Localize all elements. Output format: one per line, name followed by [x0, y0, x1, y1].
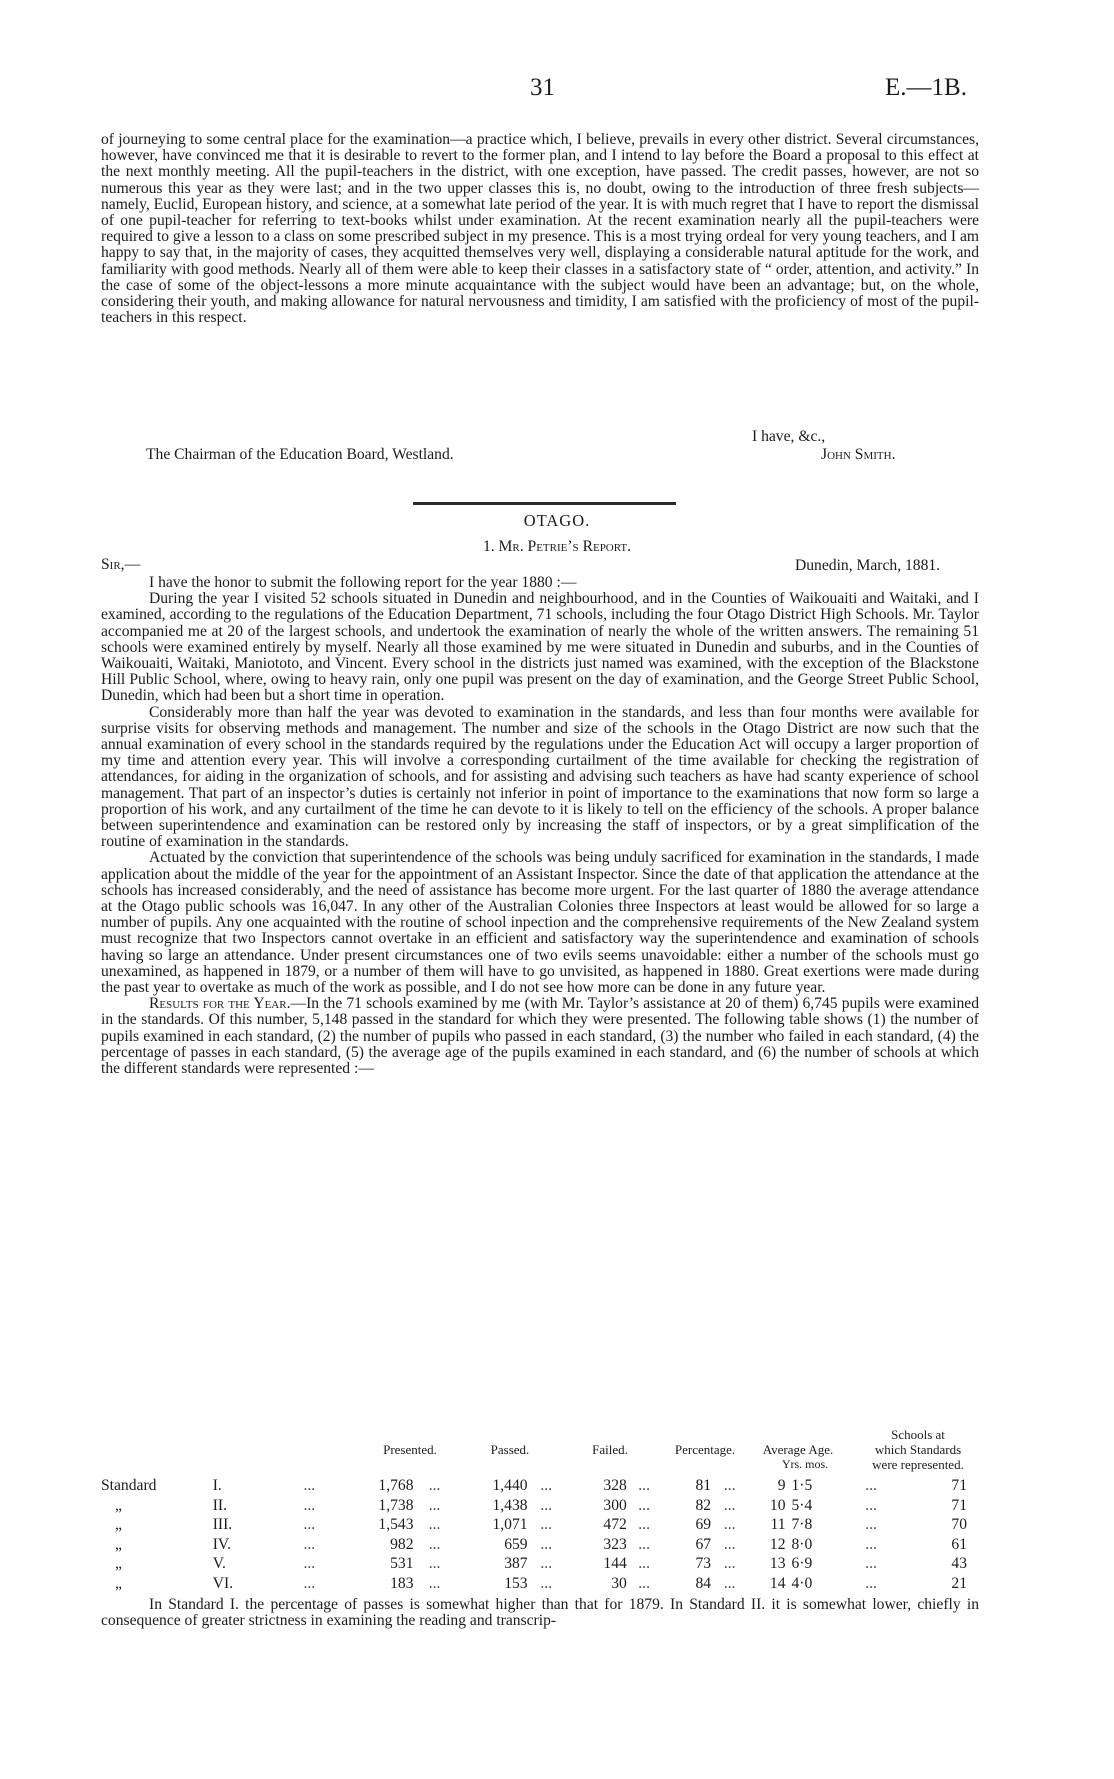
report-body	[101, 575, 979, 1077]
closing-addressee: The Chairman of the Education Board, Westland.	[146, 446, 454, 463]
cell-percentage: 69	[695, 1516, 712, 1533]
leader-dots: ...	[723, 1574, 736, 1592]
closing-signature: John Smith.	[821, 446, 896, 463]
table-row	[101, 1554, 979, 1574]
leader-dots: ...	[303, 1496, 316, 1514]
table-row	[101, 1574, 979, 1594]
report-paragraph: I have the honor to submit the following report for the year 1880 :—	[149, 574, 577, 591]
header-schools-2: which Standards	[874, 1442, 962, 1457]
greeting: Sir,—	[101, 556, 141, 573]
header-passed: Passed.	[490, 1442, 530, 1457]
cell-passed: 1,438	[492, 1496, 528, 1514]
page-number: 31	[530, 74, 555, 101]
cell-age-months: 5·4	[791, 1496, 813, 1514]
cell-presented: 183	[390, 1574, 414, 1592]
leader-dots: ...	[723, 1516, 736, 1533]
leader-dots: ...	[865, 1496, 877, 1514]
leader-dots: ...	[723, 1555, 736, 1572]
page-header	[0, 74, 1114, 104]
leader-dots: ...	[428, 1477, 441, 1494]
cell-failed: 472	[603, 1516, 627, 1533]
leader-dots: ...	[638, 1535, 650, 1553]
cell-age-years: 12	[769, 1535, 786, 1553]
row-label: „	[115, 1496, 122, 1514]
leader-dots: ...	[723, 1477, 736, 1494]
intro-paragraph-block	[101, 132, 979, 326]
cell-schools: 70	[951, 1516, 967, 1533]
header-presented: Presented.	[383, 1442, 437, 1457]
leader-dots: ...	[638, 1574, 650, 1592]
cell-schools: 71	[951, 1477, 967, 1494]
leader-dots: ...	[865, 1574, 877, 1592]
leader-dots: ...	[638, 1496, 650, 1514]
section-title: OTAGO.	[523, 511, 591, 530]
cell-schools: 71	[951, 1496, 967, 1514]
header-schools-3: were represented.	[872, 1457, 964, 1472]
leader-dots: ...	[540, 1555, 553, 1572]
leader-dots: ...	[303, 1477, 316, 1494]
cell-failed: 323	[603, 1535, 627, 1553]
row-numeral: I.	[212, 1477, 222, 1494]
header-schools-1: Schools at	[891, 1427, 945, 1442]
row-label: „	[115, 1535, 122, 1553]
row-label: „	[115, 1555, 122, 1572]
leader-dots: ...	[723, 1535, 736, 1553]
cell-age-months: 1·5	[791, 1477, 813, 1494]
table-row	[101, 1515, 979, 1535]
cell-presented: 1,738	[378, 1496, 414, 1514]
section-subtitle: 1. Mr. Petrie’s Report.	[482, 538, 632, 555]
cell-failed: 328	[603, 1477, 627, 1494]
leader-dots: ...	[638, 1555, 650, 1572]
cell-age-years: 13	[769, 1555, 786, 1572]
table-row	[101, 1496, 979, 1516]
leader-dots: ...	[428, 1574, 441, 1592]
leader-dots: ...	[428, 1535, 441, 1553]
row-numeral: III.	[212, 1516, 233, 1533]
cell-schools: 43	[951, 1555, 967, 1572]
leader-dots: ...	[428, 1516, 441, 1533]
cell-age-years: 10	[769, 1496, 786, 1514]
cell-presented: 531	[390, 1555, 414, 1572]
cell-passed: 1,440	[492, 1477, 528, 1494]
cell-percentage: 82	[695, 1496, 712, 1514]
header-percentage: Percentage.	[674, 1442, 736, 1457]
cell-schools: 21	[951, 1574, 967, 1592]
row-label: „	[115, 1574, 122, 1592]
intro-paragraph: of journeying to some central place for the examination—a practice which, I believe, prevails in every other district. Several circumstances, however, have convinced me that it is desirable to revert to the former plan, and I intend to lay before the Board a proposal to this effect at the next monthly meeting. All the pupil-teachers in the district, with one exception, have passed. The credit passes, however, are not so numerous this year as they were last; and in the two upper classes this is, no doubt, owing to the introduction of three fresh subjects—namely, Euclid, European history, and science, at a somewhat late period of the year. It is with much regret that I have to report the dismissal of one pupil-teacher for referring to text-books whilst under examination. At the recent examination nearly all the pupil-teachers were required to give a lesson to a class on some prescribed subject in my presence. This is a most trying ordeal for very young teachers, and I am happy to say that, in the majority of cases, they acquitted themselves very well, displaying a considerable natural aptitude for the work, and familiarity with good methods. Nearly all of them were able to keep their classes in a satisfactory state of “ order, attention, and activity.” In the case of some of the object-lessons a more minute acquaintance with the subject would have been an advantage; but, on the whole, considering their youth, and making allowance for natural nervousness and timidity, I am satisfied with the proficiency of most of the pupil-teachers in this respect.	[101, 131, 979, 327]
leader-dots: ...	[540, 1496, 553, 1514]
header-age-units: Yrs. mos.	[781, 1457, 829, 1471]
cell-percentage: 67	[695, 1535, 712, 1553]
cell-passed: 1,071	[492, 1516, 528, 1533]
cell-passed: 387	[504, 1555, 528, 1572]
row-label: „	[115, 1516, 122, 1533]
results-paragraph	[101, 996, 979, 1077]
leader-dots: ...	[540, 1477, 553, 1494]
section-divider	[413, 502, 676, 505]
cell-presented: 1,768	[378, 1477, 414, 1494]
leader-dots: ...	[303, 1516, 316, 1533]
cell-failed: 300	[603, 1496, 627, 1514]
cell-age-months: 6·9	[791, 1555, 813, 1572]
cell-schools: 61	[951, 1535, 967, 1553]
leader-dots: ...	[865, 1535, 877, 1553]
leader-dots: ...	[540, 1535, 553, 1553]
leader-dots: ...	[638, 1516, 650, 1533]
place-date: Dunedin, March, 1881.	[795, 557, 941, 574]
final-paragraph-block	[101, 1597, 979, 1629]
final-paragraph: In Standard I. the percentage of passes is somewhat higher than that for 1879. In Standard II. it is somewhat lower, chiefly in consequence of greater strictness in examining the reading and transcrip-	[101, 1596, 979, 1630]
leader-dots: ...	[428, 1496, 441, 1514]
report-paragraph: During the year I visited 52 schools situated in Dunedin and neighbourhood, and in the Counties of Waikouaiti and Waitaki, and I examined, according to the regulations of the Education Department, 71 schools, including the four Otago District High Schools. Mr. Taylor accompanied me at 20 of the largest schools, and undertook the examination of nearly the whole of the written answers. The remaining 51 schools were examined entirely by myself. Nearly all those examined by me were situated in Dunedin and suburbs, and in the Counties of Waikouaiti, Waitaki, Maniototo, and Vincent. Every school in the districts just named was examined, with the exception of the Blackstone Hill Public School, where, owing to heavy rain, only one pupil was present on the day of examination, and the George Street Public School, Dunedin, which had been but a short time in operation.	[101, 590, 979, 705]
leader-dots: ...	[303, 1555, 316, 1572]
leader-dots: ...	[428, 1555, 441, 1572]
results-text: —In the 71 schools examined by me (with Mr. Taylor’s assistance at 20 of them) 6,745 pupils were examined in the standards. Of this number, 5,148 passed in the standard for which they were presented. The following table shows (1) the number of pupils examined in each standard, (2) the number of pupils who passed in each standard, (3) the number who failed in each standard, (4) the percentage of passes in each standard, (5) the average age of the pupils examined in each standard, and (6) the number of schools at which the different standards were represented :—	[101, 995, 979, 1078]
leader-dots: ...	[303, 1574, 316, 1592]
cell-age-months: 8·0	[791, 1535, 813, 1553]
leader-dots: ...	[303, 1535, 316, 1553]
leader-dots: ...	[540, 1516, 553, 1533]
closing-salutation: I have, &c.,	[752, 428, 826, 445]
cell-presented: 982	[390, 1535, 414, 1553]
row-numeral: VI.	[212, 1574, 234, 1592]
cell-age-years: 11	[770, 1516, 786, 1533]
cell-passed: 153	[504, 1574, 528, 1592]
report-paragraph: Actuated by the conviction that superintendence of the schools was being unduly sacrificed for examination in the standards, I made application about the middle of the year for the appointment of an Assistant Inspector. Since the date of that application the attendance at the schools has increased considerably, and the need of assistance has become more urgent. For the last quarter of 1880 the average attendance at the Otago public schools was 16,047. In any other of the Australian Colonies three Inspectors at least would be allowed for so large a number of pupils. Any one acquainted with the routine of school inpection and the comprehensive requirements of the New Zealand system must recognize that two Inspectors cannot overtake in an efficient and satisfactory way the superintendence and examination of schools having so large an attendance. Under present circumstances one of two evils seems unavoidable: either a number of the schools must go unexamined, as happened in 1879, or a number of them will have to go unvisited, as happened in 1880. Great exertions were made during the past year to overtake as much of the work as possible, and I do not see how more can be done in any future year.	[101, 849, 979, 997]
leader-dots: ...	[865, 1555, 877, 1572]
row-numeral: V.	[212, 1555, 226, 1572]
report-paragraph: Considerably more than half the year was devoted to examination in the standards, and less than four months were available for surprise visits for observing methods and management. The number and size of the schools in the Otago District are now such that the annual examination of every school in the standards required by the regulations under the Education Act will occupy a larger proportion of my time and attention every year. This will involve a corresponding curtailment of the time available for checking the registration of attendances, for aiding in the organization of schools, and for assisting and advising such teachers as have had scanty experience of school management. That part of an inspector’s duties is certainly not inferior in point of importance to the examinations that now form so large a proportion of his work, and any curtailment of the time he can devote to it is likely to tell on the efficiency of the schools. A proper balance between superintendence and examination can be restored only by increasing the staff of inspectors, or by a great simplification of the routine of examination in the standards.	[101, 703, 979, 851]
cell-age-months: 7·8	[791, 1516, 813, 1533]
cell-age-years: 14	[769, 1574, 786, 1592]
cell-passed: 659	[504, 1535, 528, 1553]
cell-percentage: 81	[695, 1477, 712, 1494]
leader-dots: ...	[638, 1477, 650, 1494]
results-lead: Results for the Year.	[149, 995, 291, 1013]
cell-age-months: 4·0	[791, 1574, 813, 1592]
cell-presented: 1,543	[378, 1516, 414, 1533]
header-failed: Failed.	[592, 1442, 628, 1457]
leader-dots: ...	[723, 1496, 736, 1514]
leader-dots: ...	[540, 1574, 553, 1592]
header-average-age: Average Age.	[762, 1442, 834, 1457]
row-numeral: IV.	[212, 1535, 232, 1553]
cell-percentage: 84	[695, 1574, 712, 1592]
results-table	[101, 1476, 979, 1593]
row-numeral: II.	[212, 1496, 227, 1514]
leader-dots: ...	[865, 1477, 877, 1494]
page-reference: E.—1B.	[885, 74, 967, 101]
table-row	[101, 1476, 979, 1496]
table-row	[101, 1535, 979, 1555]
cell-failed: 30	[611, 1574, 627, 1592]
row-label: Standard	[101, 1477, 157, 1494]
cell-percentage: 73	[695, 1555, 712, 1572]
cell-failed: 144	[603, 1555, 627, 1572]
leader-dots: ...	[865, 1516, 877, 1533]
cell-age-years: 9	[777, 1477, 786, 1494]
